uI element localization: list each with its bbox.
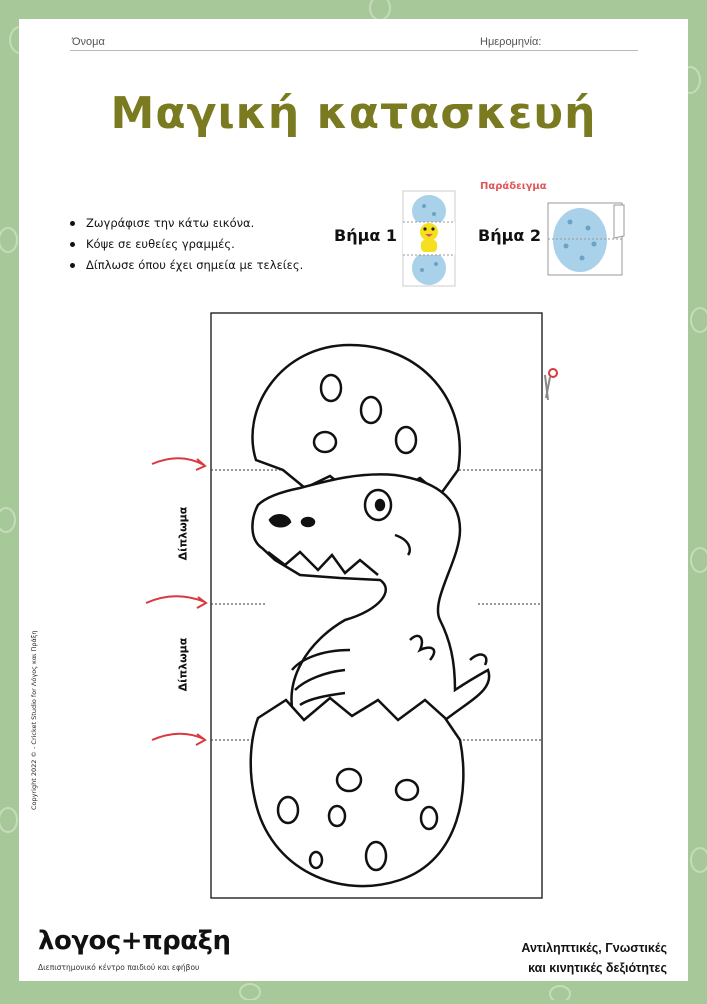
name-label: Όνομα: [72, 36, 105, 48]
skills-line: και κινητικές δεξιότητες: [528, 961, 667, 975]
step1-example-icon: [403, 191, 455, 286]
step2-label: Βήμα 2: [478, 226, 542, 245]
arrow-icon: [146, 458, 206, 745]
page-title: Μαγική κατασκευή: [110, 88, 597, 139]
fold-label: Δίπλωμα: [176, 506, 190, 561]
instruction-text: Δίπλωσε όπου έχει σημεία με τελείες.: [86, 258, 304, 272]
fold-label: Δίπλωμα: [176, 637, 190, 692]
scissors-icon: [545, 369, 557, 400]
copyright-text: Copyright 2022 © - Cricket Studio for Λόγος και Πράξη: [30, 630, 38, 810]
step1-label: Βήμα 1: [334, 226, 398, 245]
example-label: Παράδειγμα: [480, 181, 547, 192]
skills-line: Αντιληπτικές, Γνωστικές: [521, 941, 667, 955]
egg-top-outline: [252, 345, 459, 495]
instruction-text: Ζωγράφισε την κάτω εικόνα.: [86, 216, 255, 230]
skills-text: [521, 938, 667, 978]
dinosaur-outline: [252, 474, 489, 724]
instruction-text: Κόψε σε ευθείες γραμμές.: [86, 237, 235, 251]
logo: λογος+πραξη: [38, 926, 231, 956]
date-label: Ημερομηνία:: [480, 36, 542, 48]
step2-example-icon: [548, 203, 624, 275]
egg-bottom-outline: [251, 698, 464, 886]
logo-subtitle: Διεπιστημονικό κέντρο παιδιού και εφήβου: [38, 963, 200, 972]
